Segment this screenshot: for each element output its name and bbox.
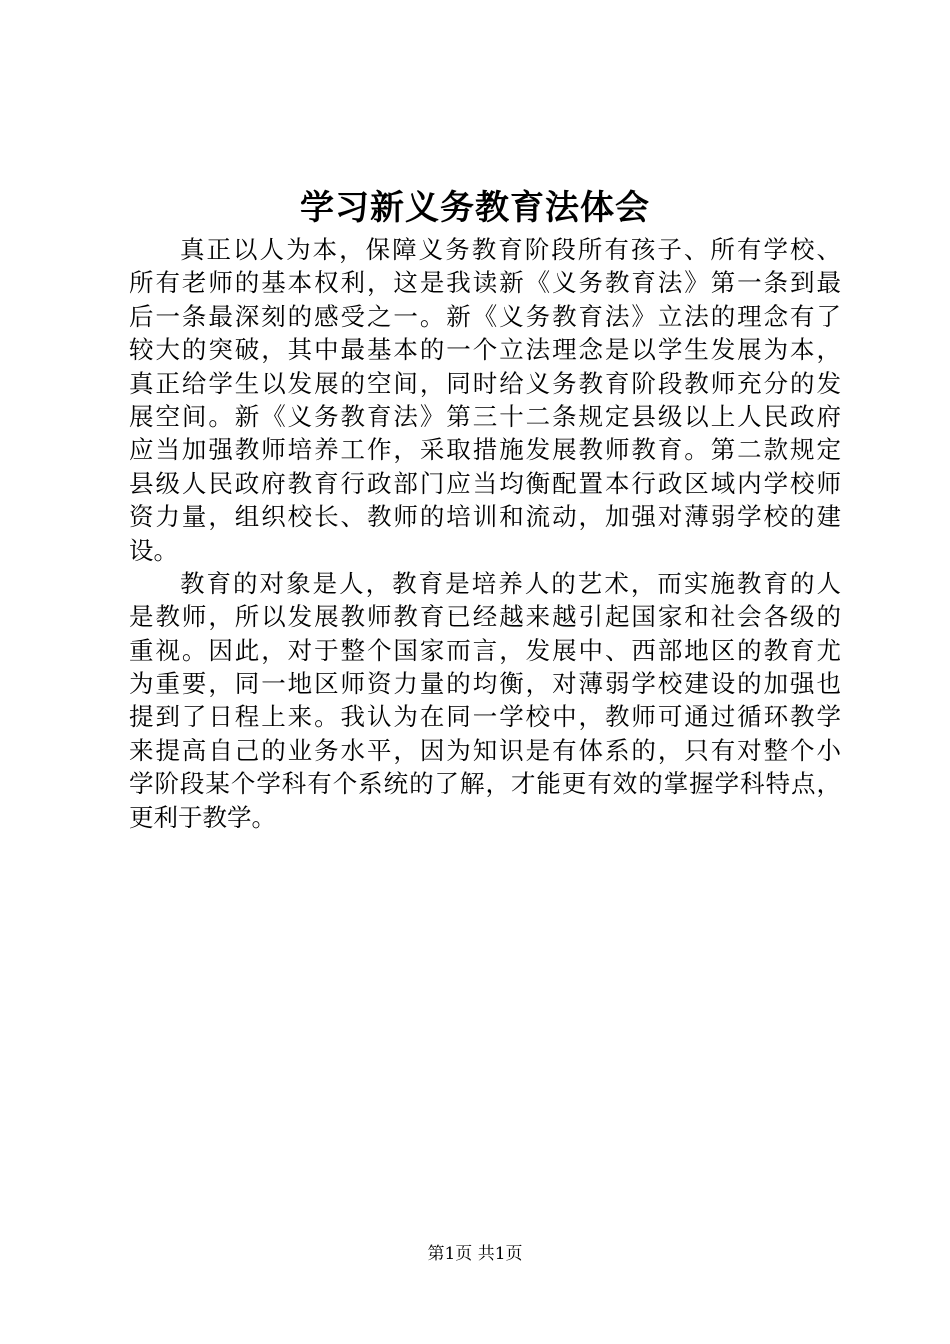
paragraph-line: 真正给学生以发展的空间，同时给义务教育阶段教师充分的发 [129,368,841,398]
paragraph-1 [129,233,841,567]
paragraph-line: 提到了日程上来。我认为在同一学校中，教师可通过循环教学 [129,702,841,732]
paragraph-line: 为重要，同一地区师资力量的均衡，对薄弱学校建设的加强也 [129,669,841,699]
paragraph-line: 设。 [129,535,178,565]
paragraph-line: 较大的突破，其中最基本的一个立法理念是以学生发展为本， [129,335,841,365]
document-body [129,233,841,834]
document-title: 学习新义务教育法体会 [300,188,650,228]
paragraph-line: 资力量，组织校长、教师的培训和流动，加强对薄弱学校的建 [129,502,841,532]
paragraph-line: 教育的对象是人，教育是培养人的艺术，而实施教育的人 [180,568,841,598]
page-footer: 第1页 共1页 [427,1244,523,1264]
paragraph-line: 来提高自己的业务水平，因为知识是有体系的，只有对整个小 [129,735,841,765]
paragraph-line: 展空间。新《义务教育法》第三十二条规定县级以上人民政府 [129,401,841,431]
paragraph-line: 重视。因此，对于整个国家而言，发展中、西部地区的教育尤 [129,635,841,665]
paragraph-line: 应当加强教师培养工作，采取措施发展教师教育。第二款规定 [129,435,841,465]
paragraph-line: 所有老师的基本权利，这是我读新《义务教育法》第一条到最 [129,268,841,298]
paragraph-line: 真正以人为本，保障义务教育阶段所有孩子、所有学校、 [180,235,841,264]
paragraph-line: 县级人民政府教育行政部门应当均衡配置本行政区域内学校师 [129,468,841,498]
paragraph-line: 后一条最深刻的感受之一。新《义务教育法》立法的理念有了 [129,301,841,331]
paragraph-line: 更利于教学。 [129,802,276,832]
paragraph-2 [129,567,841,834]
paragraph-line: 是教师，所以发展教师教育已经越来越引起国家和社会各级的 [129,602,841,632]
paragraph-line: 学阶段某个学科有个系统的了解，才能更有效的掌握学科特点， [129,769,841,799]
